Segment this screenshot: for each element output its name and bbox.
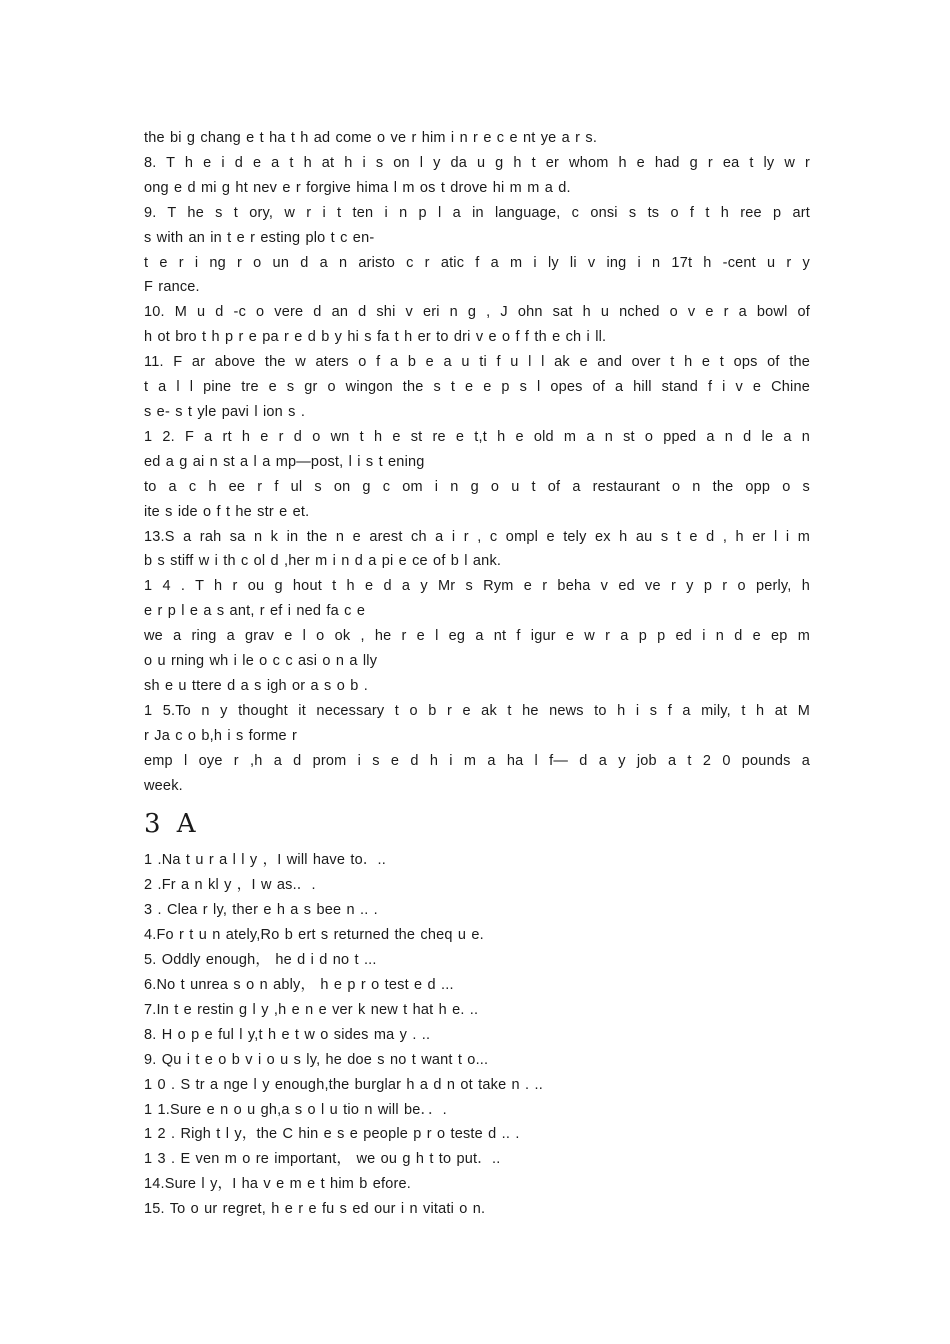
text-line: 2 .Fr a n kl y ，I w as.．. [144, 877, 316, 894]
text-line: 11. F ar above the w aters o f a b e a u ti f u l l ak e and over t h e t ops of the [144, 354, 810, 371]
text-line: the bi g chang e t ha t h ad come o ve r him i n r e c e nt ye a r s. [144, 130, 598, 146]
text-line: ong e d mi g ht nev e r forgive hima l m os t drove hi m m a d. [144, 179, 571, 196]
text-line: 1 3 . E ven m o re important， we ou g h t to put．.. [144, 1151, 501, 1168]
text-line: emp l oye r ,h a d prom i s e d h i m a ha l f— d a y job a t 2 0 pounds a [144, 752, 810, 769]
text-line: t a l l pine tre e s gr o wingon the s t e e p s l opes of a hill stand f i v e Chine [144, 379, 810, 396]
text-line: 1 1.Sure e n o u gh,a s o l u tio n will be．．. [144, 1101, 447, 1118]
text-line: e r p l e a s ant, r ef i ned fa c e [144, 603, 366, 620]
text-line: o u rning wh i le o c c asi o n a lly [144, 653, 378, 670]
text-line: 13.S a rah sa n k in the n e arest ch a i r , c ompl e tely ex h au s t e d , h er l i m [144, 528, 810, 545]
text-line: we a ring a grav e l o ok , he r e l eg a nt f igur e w r a p p ed i n d e ep m [144, 628, 810, 645]
text-line: 10. M u d -c o vere d an d shi v eri n g , J ohn sat h u nched o v e r a bowl of [144, 304, 810, 321]
text-line: h ot bro t h p r e pa r e d b y hi s fa t h er to dri v e o f f th e ch i ll. [144, 329, 607, 346]
text-line: 1 2. F a rt h e r d o wn t h e st re e t,t h e old m a n st o pped a n d le a n [144, 428, 810, 445]
section-heading: 3 A [144, 809, 200, 840]
text-line: 14.Sure l y，I ha v e m e t him b efore. [144, 1176, 412, 1193]
text-line: 1 .Na t u r a l l y ，I will have to．.. [144, 852, 387, 869]
text-line: s with an in t e r esting plo t c en- [144, 229, 375, 246]
text-line: ed a g ai n st a l a mp—post, l i s t ening [144, 453, 425, 470]
exercise-section-3a [144, 848, 810, 1222]
text-line: 3 . Clea r ly, ther e h a s bee n .. . [144, 902, 378, 919]
text-line: 1 0 . S tr a nge l y enough,the burglar h a d n ot take n . .. [144, 1076, 543, 1093]
text-line: t e r i ng r o un d a n aristo c r atic f a m i ly li v ing i n 17t h -cent u r y [144, 254, 810, 271]
text-line: 1 4 . T h r ou g hout t h e d a y Mr s Rym e r beha v ed ve r y p r o perly, h [144, 578, 810, 595]
text-line: ite s ide o f t he str e et. [144, 503, 310, 520]
text-line: s e- s t yle pavi l ion s . [144, 403, 306, 420]
text-line: 9. Qu i t e o b v i o u s ly, he doe s no t want t o... [144, 1051, 489, 1068]
text-line: 8. T h e i d e a t h at h i s on l y da u g h t er whom h e had g r ea t ly w r [144, 154, 810, 171]
text-line: 6.No t unrea s o n ably， h e p r o test e d ... [144, 977, 454, 993]
text-line: sh e u ttere d a s igh or a s o b . [144, 677, 368, 694]
text-line: 15. To o ur regret, h e r e fu s ed our i n vitati o n. [144, 1201, 486, 1218]
exercise-section-continued [144, 126, 810, 798]
text-line: 4.Fo r t u n ately,Ro b ert s returned the cheq u e. [144, 927, 484, 944]
text-line: to a c h ee r f ul s on g c om i n g o u t of a restaurant o n the opp o s [144, 478, 810, 495]
text-line: 7.In t e restin g l y ,h e n e ver k new t hat h e. .. [144, 1001, 479, 1018]
text-line: r Ja c o b,h i s forme r [144, 727, 298, 744]
text-line: b s stiff w i th c ol d ,her m i n d a pi e ce of b l ank. [144, 553, 502, 570]
text-line: 8. H o p e ful l y,t h e t w o sides ma y . .. [144, 1026, 431, 1043]
text-line: 9. T he s t ory, w r i t ten i n p l a in language, c onsi s ts o f t h ree p art [144, 204, 810, 221]
text-line: 1 5.To n y thought it necessary t o b r e ak t he news to h i s f a mily, t h at M [144, 702, 810, 719]
text-line: week. [144, 777, 183, 794]
text-line: F rance. [144, 279, 200, 296]
text-line: 1 2 . Righ t l y，the C hin e s e people p r o teste d .. . [144, 1126, 520, 1143]
text-line: 5. Oddly enough， he d i d no t ... [144, 952, 377, 969]
